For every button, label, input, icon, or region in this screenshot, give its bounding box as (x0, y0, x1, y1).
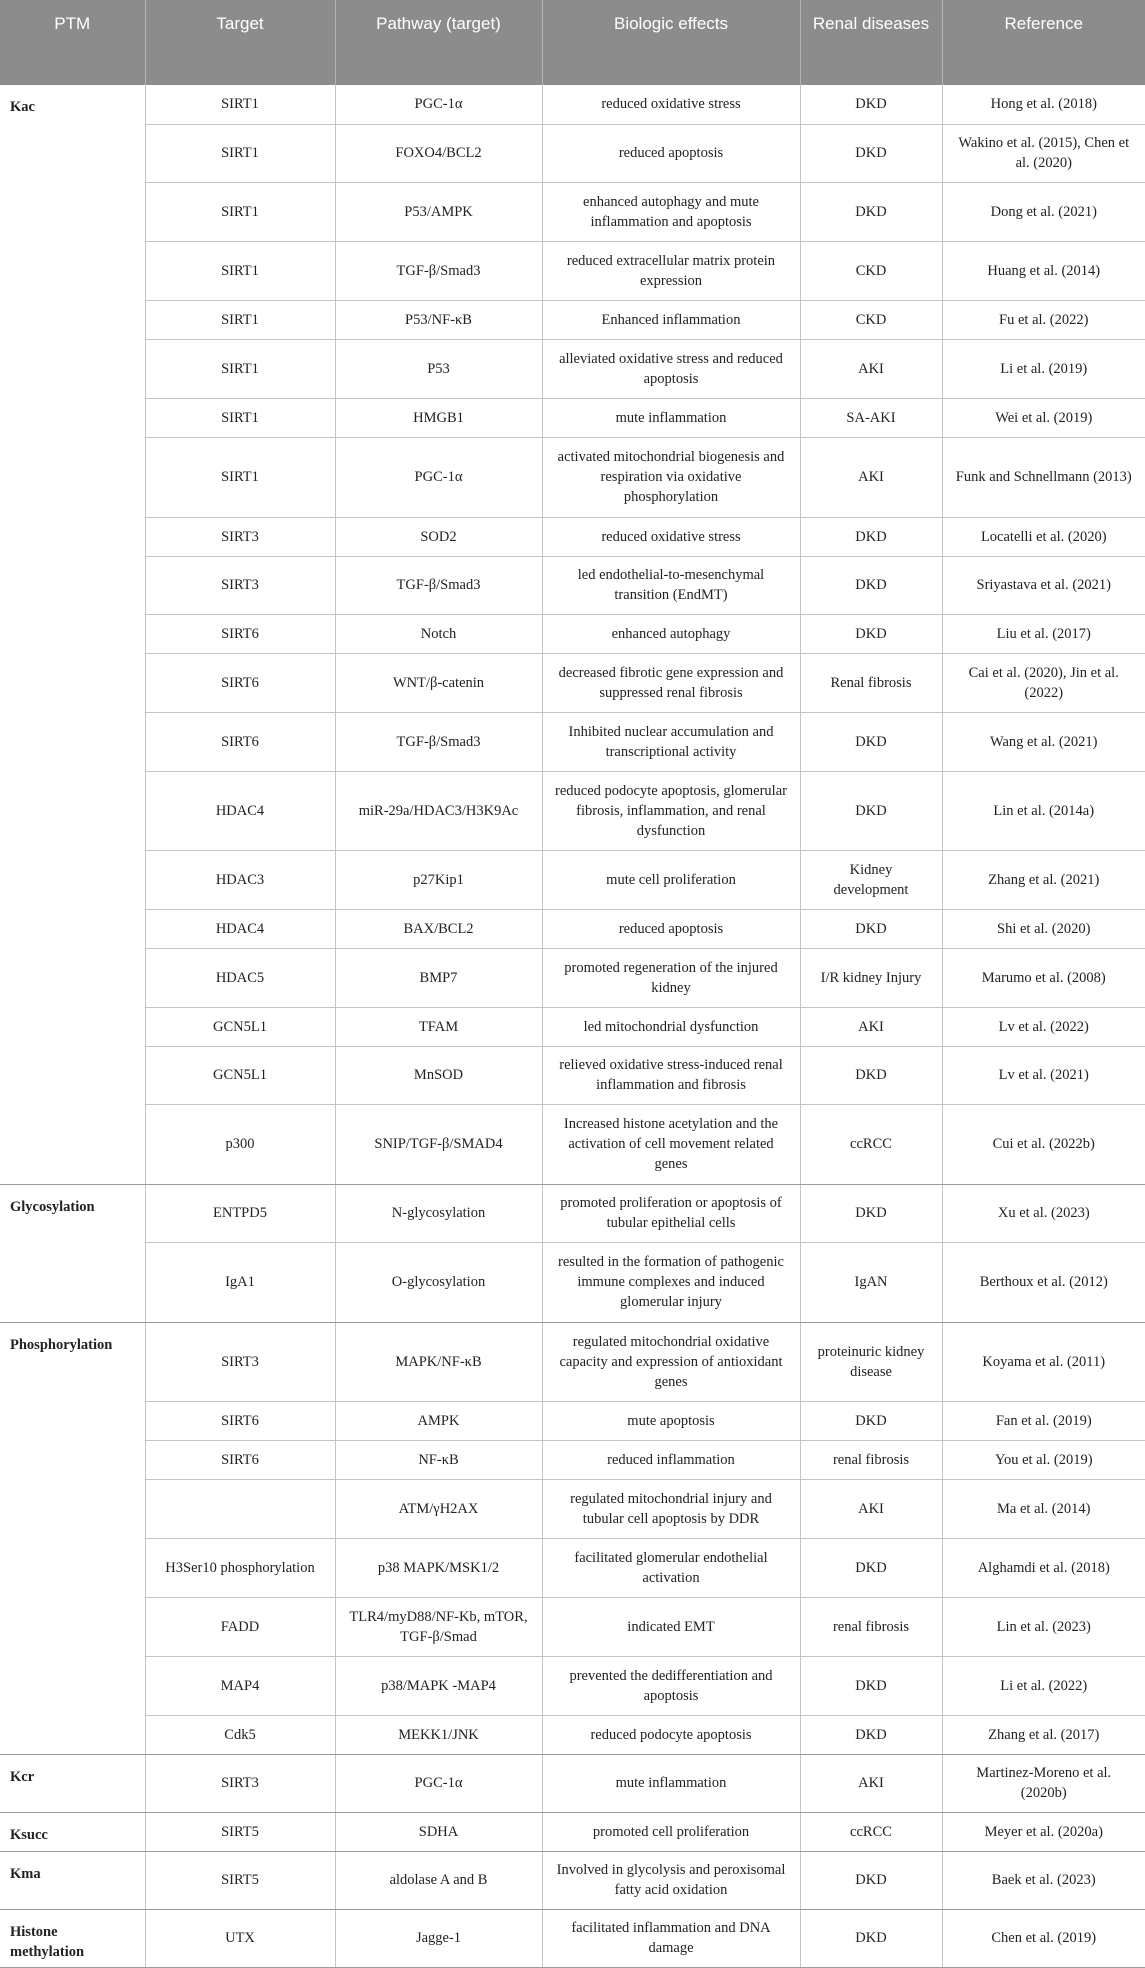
pathway-cell: O-glycosylation (335, 1242, 542, 1322)
biologic-effect-cell: regulated mitochondrial injury and tubular cell apoptosis by DDR (542, 1479, 800, 1538)
pathway-cell: PGC-1α (335, 437, 542, 517)
target-cell: SIRT1 (145, 398, 335, 437)
target-cell: SIRT5 (145, 1851, 335, 1909)
biologic-effect-cell: reduced inflammation (542, 1440, 800, 1479)
table-row (0, 850, 1145, 909)
table-row (0, 241, 1145, 300)
table-row (0, 1479, 1145, 1538)
table-row (0, 124, 1145, 182)
target-cell: H3Ser10 phosphorylation (145, 1538, 335, 1597)
target-cell: HDAC5 (145, 948, 335, 1007)
table-row (0, 1715, 1145, 1754)
table-header (0, 0, 1145, 85)
pathway-cell: SNIP/TGF-β/SMAD4 (335, 1104, 542, 1184)
renal-disease-cell: DKD (800, 614, 942, 653)
reference-cell: Ma et al. (2014) (942, 1479, 1145, 1538)
renal-disease-cell: DKD (800, 909, 942, 948)
pathway-cell: Jagge-1 (335, 1909, 542, 1967)
biologic-effect-cell: relieved oxidative stress-induced renal inflammation and fibrosis (542, 1046, 800, 1104)
biologic-effect-cell: regulated mitochondrial oxidative capacity and expression of antioxidant genes (542, 1322, 800, 1401)
target-cell: SIRT5 (145, 1812, 335, 1851)
reference-cell: Cui et al. (2022b) (942, 1104, 1145, 1184)
header-row (0, 0, 1145, 85)
reference-cell: Dong et al. (2021) (942, 182, 1145, 241)
table-row (0, 1046, 1145, 1104)
biologic-effect-cell: mute cell proliferation (542, 850, 800, 909)
table-row (0, 653, 1145, 712)
target-cell: SIRT1 (145, 339, 335, 398)
table-row (0, 1812, 1145, 1851)
pathway-cell: p27Kip1 (335, 850, 542, 909)
biologic-effect-cell: enhanced autophagy and mute inflammation and apoptosis (542, 182, 800, 241)
pathway-cell: AMPK (335, 1401, 542, 1440)
reference-cell: Li et al. (2019) (942, 339, 1145, 398)
reference-cell: Xu et al. (2023) (942, 1184, 1145, 1242)
table-row (0, 771, 1145, 850)
biologic-effect-cell: reduced apoptosis (542, 124, 800, 182)
pathway-cell: TLR4/myD88/NF-Kb, mTOR, TGF-β/Smad (335, 1597, 542, 1656)
table-row (0, 437, 1145, 517)
reference-cell: Wang et al. (2021) (942, 712, 1145, 771)
renal-disease-cell: SA-AKI (800, 398, 942, 437)
target-cell: SIRT6 (145, 712, 335, 771)
ptm-cell: Kma (0, 1851, 145, 1909)
pathway-cell: HMGB1 (335, 398, 542, 437)
reference-cell: Lv et al. (2022) (942, 1007, 1145, 1046)
biologic-effect-cell: Increased histone acetylation and the activation of cell movement related genes (542, 1104, 800, 1184)
renal-disease-cell: DKD (800, 1046, 942, 1104)
pathway-cell: TFAM (335, 1007, 542, 1046)
renal-disease-cell: DKD (800, 1401, 942, 1440)
pathway-cell: p38/MAPK -MAP4 (335, 1656, 542, 1715)
reference-cell: Fan et al. (2019) (942, 1401, 1145, 1440)
renal-disease-cell: DKD (800, 1909, 942, 1967)
ptm-cell: Phosphorylation (0, 1322, 145, 1754)
pathway-cell: MEKK1/JNK (335, 1715, 542, 1754)
pathway-cell: PGC-1α (335, 85, 542, 124)
target-cell: IgA1 (145, 1242, 335, 1322)
reference-cell: Chen et al. (2019) (942, 1909, 1145, 1967)
table-row (0, 1754, 1145, 1812)
pathway-cell: N-glycosylation (335, 1184, 542, 1242)
table-row (0, 948, 1145, 1007)
target-cell: SIRT1 (145, 124, 335, 182)
biologic-effect-cell: promoted cell proliferation (542, 1812, 800, 1851)
target-cell: UTX (145, 1909, 335, 1967)
pathway-cell: MnSOD (335, 1046, 542, 1104)
target-cell: Cdk5 (145, 1715, 335, 1754)
target-cell: SIRT3 (145, 517, 335, 556)
reference-cell: You et al. (2019) (942, 1440, 1145, 1479)
biologic-effect-cell: facilitated inflammation and DNA damage (542, 1909, 800, 1967)
target-cell: SIRT6 (145, 1440, 335, 1479)
table-row (0, 1184, 1145, 1242)
reference-cell: Lin et al. (2014a) (942, 771, 1145, 850)
biologic-effect-cell: reduced podocyte apoptosis (542, 1715, 800, 1754)
header-ptm: PTM (0, 0, 145, 85)
target-cell: HDAC4 (145, 909, 335, 948)
reference-cell: Meyer et al. (2020a) (942, 1812, 1145, 1851)
header-renal-diseases: Renal diseases (800, 0, 942, 85)
reference-cell: Hong et al. (2018) (942, 85, 1145, 124)
pathway-cell: p38 MAPK/MSK1/2 (335, 1538, 542, 1597)
renal-disease-cell: DKD (800, 85, 942, 124)
biologic-effect-cell: mute inflammation (542, 398, 800, 437)
reference-cell: Huang et al. (2014) (942, 241, 1145, 300)
ptm-cell: Glycosylation (0, 1184, 145, 1322)
pathway-cell: Notch (335, 614, 542, 653)
renal-disease-cell: AKI (800, 1479, 942, 1538)
biologic-effect-cell: promoted regeneration of the injured kidney (542, 948, 800, 1007)
pathway-cell: P53/NF-κB (335, 300, 542, 339)
renal-disease-cell: DKD (800, 1851, 942, 1909)
table-row (0, 1851, 1145, 1909)
biologic-effect-cell: alleviated oxidative stress and reduced apoptosis (542, 339, 800, 398)
reference-cell: Marumo et al. (2008) (942, 948, 1145, 1007)
pathway-cell: SOD2 (335, 517, 542, 556)
table-row (0, 1401, 1145, 1440)
pathway-cell: miR-29a/HDAC3/H3K9Ac (335, 771, 542, 850)
renal-disease-cell: DKD (800, 517, 942, 556)
target-cell: HDAC4 (145, 771, 335, 850)
target-cell: SIRT3 (145, 1754, 335, 1812)
pathway-cell: BMP7 (335, 948, 542, 1007)
target-cell: SIRT6 (145, 653, 335, 712)
target-cell: GCN5L1 (145, 1046, 335, 1104)
ptm-cell: Histone methylation (0, 1909, 145, 1967)
target-cell: HDAC3 (145, 850, 335, 909)
table-row (0, 1007, 1145, 1046)
table-row (0, 339, 1145, 398)
reference-cell: Zhang et al. (2017) (942, 1715, 1145, 1754)
reference-cell: Li et al. (2022) (942, 1656, 1145, 1715)
header-pathway: Pathway (target) (335, 0, 542, 85)
target-cell: SIRT3 (145, 556, 335, 614)
header-biologic-effects: Biologic effects (542, 0, 800, 85)
target-cell: SIRT1 (145, 85, 335, 124)
reference-cell: Zhang et al. (2021) (942, 850, 1145, 909)
biologic-effect-cell: facilitated glomerular endothelial activation (542, 1538, 800, 1597)
reference-cell: Berthoux et al. (2012) (942, 1242, 1145, 1322)
reference-cell: Alghamdi et al. (2018) (942, 1538, 1145, 1597)
biologic-effect-cell: Inhibited nuclear accumulation and transcriptional activity (542, 712, 800, 771)
renal-disease-cell: DKD (800, 124, 942, 182)
biologic-effect-cell: Involved in glycolysis and peroxisomal fatty acid oxidation (542, 1851, 800, 1909)
pathway-cell: aldolase A and B (335, 1851, 542, 1909)
table-row (0, 1242, 1145, 1322)
table-row (0, 1440, 1145, 1479)
pathway-cell: P53 (335, 339, 542, 398)
biologic-effect-cell: decreased fibrotic gene expression and suppressed renal fibrosis (542, 653, 800, 712)
renal-disease-cell: ccRCC (800, 1104, 942, 1184)
reference-cell: Liu et al. (2017) (942, 614, 1145, 653)
target-cell: SIRT3 (145, 1322, 335, 1401)
renal-disease-cell: AKI (800, 339, 942, 398)
reference-cell: Shi et al. (2020) (942, 909, 1145, 948)
ptm-cell: Kcr (0, 1754, 145, 1812)
table-row (0, 398, 1145, 437)
reference-cell: Wakino et al. (2015), Chen et al. (2020) (942, 124, 1145, 182)
renal-disease-cell: DKD (800, 182, 942, 241)
ptm-cell: Ksucc (0, 1812, 145, 1851)
renal-disease-cell: CKD (800, 300, 942, 339)
reference-cell: Koyama et al. (2011) (942, 1322, 1145, 1401)
table-row (0, 712, 1145, 771)
ptm-cell: Kac (0, 85, 145, 1184)
renal-disease-cell: Kidney development (800, 850, 942, 909)
reference-cell: Funk and Schnellmann (2013) (942, 437, 1145, 517)
table-row (0, 517, 1145, 556)
pathway-cell: NF-κB (335, 1440, 542, 1479)
renal-disease-cell: DKD (800, 712, 942, 771)
table-row (0, 85, 1145, 124)
renal-disease-cell: CKD (800, 241, 942, 300)
renal-disease-cell: Renal fibrosis (800, 653, 942, 712)
target-cell: ENTPD5 (145, 1184, 335, 1242)
header-reference: Reference (942, 0, 1145, 85)
table-row (0, 1104, 1145, 1184)
biologic-effect-cell: reduced oxidative stress (542, 85, 800, 124)
pathway-cell: ATM/γH2AX (335, 1479, 542, 1538)
pathway-cell: FOXO4/BCL2 (335, 124, 542, 182)
table-row (0, 1909, 1145, 1967)
reference-cell: Martinez-Moreno et al. (2020b) (942, 1754, 1145, 1812)
target-cell: SIRT1 (145, 437, 335, 517)
renal-disease-cell: I/R kidney Injury (800, 948, 942, 1007)
biologic-effect-cell: reduced podocyte apoptosis, glomerular fibrosis, inflammation, and renal dysfunction (542, 771, 800, 850)
biologic-effect-cell: Enhanced inflammation (542, 300, 800, 339)
reference-cell: Fu et al. (2022) (942, 300, 1145, 339)
reference-cell: Locatelli et al. (2020) (942, 517, 1145, 556)
renal-disease-cell: renal fibrosis (800, 1597, 942, 1656)
renal-disease-cell: AKI (800, 437, 942, 517)
pathway-cell: TGF-β/Smad3 (335, 241, 542, 300)
biologic-effect-cell: led mitochondrial dysfunction (542, 1007, 800, 1046)
renal-disease-cell: DKD (800, 771, 942, 850)
renal-disease-cell: DKD (800, 1538, 942, 1597)
target-cell: GCN5L1 (145, 1007, 335, 1046)
biologic-effect-cell: prevented the dedifferentiation and apoptosis (542, 1656, 800, 1715)
table-row (0, 300, 1145, 339)
biologic-effect-cell: reduced oxidative stress (542, 517, 800, 556)
biologic-effect-cell: reduced apoptosis (542, 909, 800, 948)
header-target: Target (145, 0, 335, 85)
table-row (0, 1597, 1145, 1656)
pathway-cell: PGC-1α (335, 1754, 542, 1812)
target-cell: SIRT6 (145, 614, 335, 653)
renal-disease-cell: DKD (800, 1656, 942, 1715)
biologic-effect-cell: resulted in the formation of pathogenic immune complexes and induced glomerular injury (542, 1242, 800, 1322)
table-row (0, 909, 1145, 948)
table-body (0, 85, 1145, 1967)
renal-disease-cell: IgAN (800, 1242, 942, 1322)
pathway-cell: BAX/BCL2 (335, 909, 542, 948)
table-row (0, 182, 1145, 241)
reference-cell: Cai et al. (2020), Jin et al. (2022) (942, 653, 1145, 712)
biologic-effect-cell: enhanced autophagy (542, 614, 800, 653)
pathway-cell: WNT/β-catenin (335, 653, 542, 712)
target-cell: MAP4 (145, 1656, 335, 1715)
biologic-effect-cell: led endothelial-to-mesenchymal transition (EndMT) (542, 556, 800, 614)
target-cell: SIRT6 (145, 1401, 335, 1440)
table-row (0, 1322, 1145, 1401)
target-cell: SIRT1 (145, 182, 335, 241)
renal-disease-cell: renal fibrosis (800, 1440, 942, 1479)
target-cell: p300 (145, 1104, 335, 1184)
renal-disease-cell: DKD (800, 1715, 942, 1754)
target-cell: SIRT1 (145, 300, 335, 339)
table-row (0, 1656, 1145, 1715)
target-cell: SIRT1 (145, 241, 335, 300)
renal-disease-cell: AKI (800, 1007, 942, 1046)
biologic-effect-cell: promoted proliferation or apoptosis of tubular epithelial cells (542, 1184, 800, 1242)
reference-cell: Wei et al. (2019) (942, 398, 1145, 437)
biologic-effect-cell: indicated EMT (542, 1597, 800, 1656)
target-cell: FADD (145, 1597, 335, 1656)
renal-disease-cell: proteinuric kidney disease (800, 1322, 942, 1401)
reference-cell: Sriyastava et al. (2021) (942, 556, 1145, 614)
pathway-cell: TGF-β/Smad3 (335, 556, 542, 614)
table-row (0, 614, 1145, 653)
renal-disease-cell: DKD (800, 1184, 942, 1242)
renal-disease-cell: AKI (800, 1754, 942, 1812)
biologic-effect-cell: mute apoptosis (542, 1401, 800, 1440)
table-row (0, 556, 1145, 614)
pathway-cell: MAPK/NF-κB (335, 1322, 542, 1401)
table-row (0, 1538, 1145, 1597)
biologic-effect-cell: mute inflammation (542, 1754, 800, 1812)
renal-disease-cell: DKD (800, 556, 942, 614)
pathway-cell: P53/AMPK (335, 182, 542, 241)
reference-cell: Lin et al. (2023) (942, 1597, 1145, 1656)
biologic-effect-cell: reduced extracellular matrix protein expression (542, 241, 800, 300)
pathway-cell: TGF-β/Smad3 (335, 712, 542, 771)
target-cell (145, 1479, 335, 1538)
pathway-cell: SDHA (335, 1812, 542, 1851)
reference-cell: Baek et al. (2023) (942, 1851, 1145, 1909)
biologic-effect-cell: activated mitochondrial biogenesis and respiration via oxidative phosphorylation (542, 437, 800, 517)
renal-disease-cell: ccRCC (800, 1812, 942, 1851)
reference-cell: Lv et al. (2021) (942, 1046, 1145, 1104)
